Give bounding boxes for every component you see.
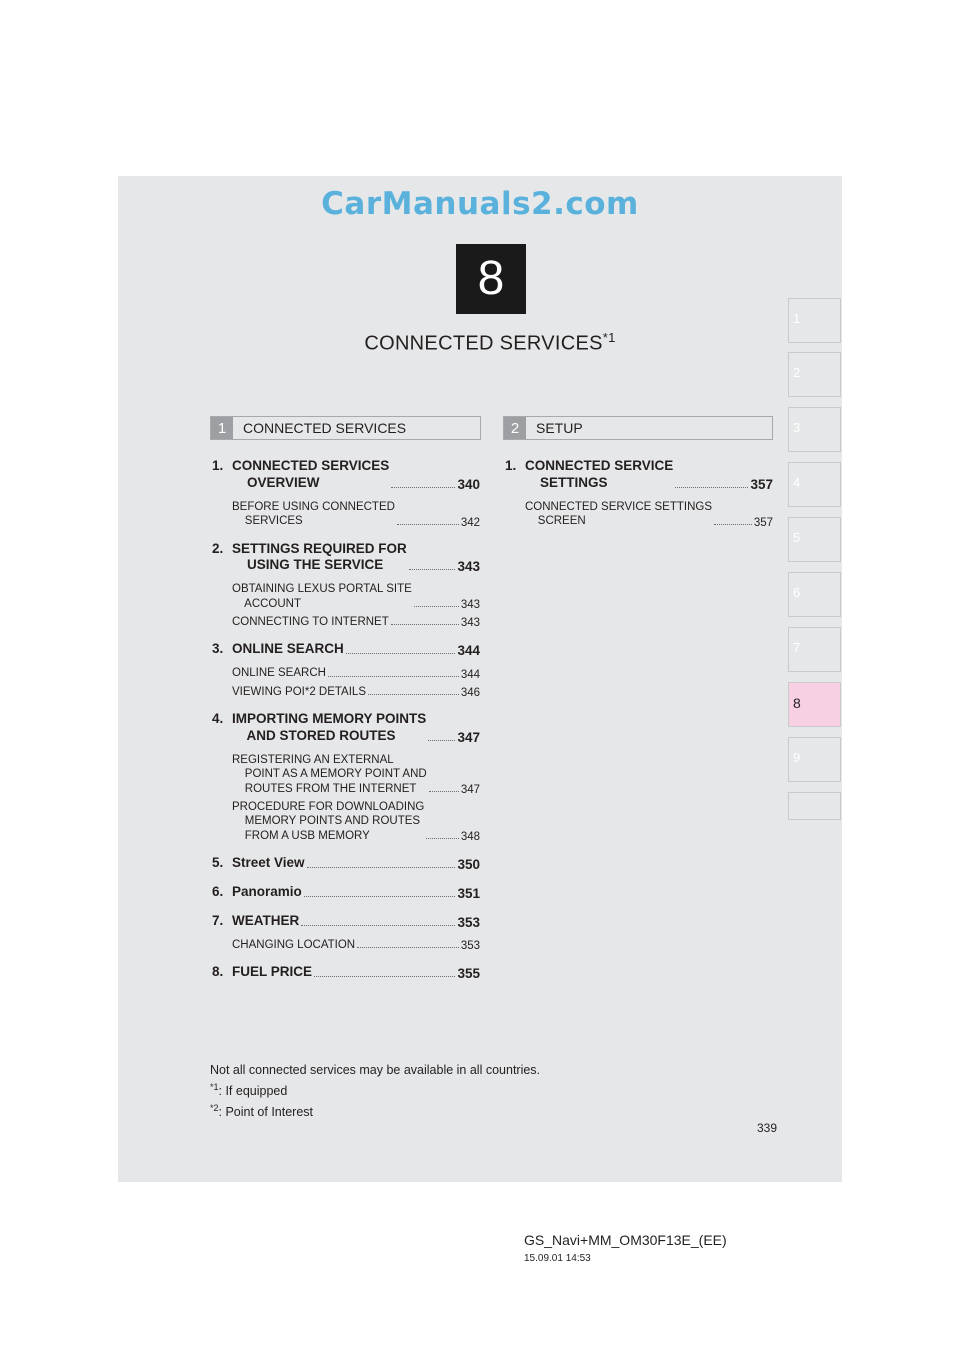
footnote-1: [210, 1079, 540, 1100]
toc-page-number: 347: [460, 783, 480, 796]
section-number: 1: [211, 417, 233, 439]
watermark-logo: CarManuals2.com: [321, 186, 639, 222]
toc-page-number: 357: [750, 476, 773, 492]
page-number: 339: [757, 1121, 778, 1135]
chapter-tab-2[interactable]: 2: [788, 352, 841, 397]
footnote-1-text: : If equipped: [218, 1084, 288, 1099]
toc-entry-label: CONNECTED SERVICE SETTINGS SCREEN: [525, 500, 713, 528]
toc-leader-dots: [301, 925, 455, 926]
toc-entry[interactable]: [212, 641, 480, 658]
toc-column-connected-services: [212, 458, 480, 981]
chapter-tab-3[interactable]: 3: [788, 407, 841, 452]
toc-page-number: 357: [753, 516, 773, 529]
toc-leader-dots: [428, 740, 455, 741]
chapter-tab-1[interactable]: 1: [788, 298, 841, 343]
toc-entry-label: VIEWING POI*2 DETAILS: [232, 685, 366, 698]
toc-subentry[interactable]: [212, 938, 480, 952]
toc-page-number: 343: [460, 617, 480, 630]
toc-page-number: 351: [457, 885, 480, 901]
toc-leader-dots: [314, 976, 455, 977]
toc-page-number: 344: [460, 668, 480, 681]
section-title: SETUP: [536, 420, 583, 436]
toc-entry-label: REGISTERING AN EXTERNAL POINT AS A MEMORY POINT AND ROUTES FROM THE INTERNET: [232, 753, 427, 795]
toc-leader-dots: [304, 896, 456, 897]
toc-leader-dots: [346, 653, 456, 654]
toc-entry-label: CHANGING LOCATION: [232, 938, 356, 951]
toc-entry-label: ONLINE SEARCH: [232, 667, 326, 680]
toc-entry-number: 1.: [212, 458, 224, 473]
chapter-tab-9[interactable]: 9: [788, 737, 841, 782]
toc-leader-dots: [414, 606, 459, 607]
toc-entry-number: 7.: [212, 912, 224, 928]
toc-leader-dots: [357, 947, 459, 948]
toc-page-number: 346: [460, 687, 480, 699]
toc-leader-dots: [397, 524, 459, 525]
toc-entry-label: FUEL PRICE: [232, 964, 313, 979]
footnotes: [210, 1062, 540, 1121]
toc-leader-dots: [368, 694, 459, 695]
footnote-2-text: : Point of Interest: [218, 1105, 314, 1120]
chapter-tab-6[interactable]: 6: [788, 572, 841, 617]
toc-page-number: 353: [460, 940, 480, 952]
toc-leader-dots: [391, 487, 455, 488]
toc-entry-label: ONLINE SEARCH: [232, 641, 344, 657]
toc-page-number: 340: [457, 476, 480, 492]
toc-page-number: 350: [457, 856, 480, 872]
toc-leader-dots: [409, 569, 456, 570]
toc-subentry[interactable]: [212, 666, 480, 680]
footnote-availability: Not all connected services may be available in all countries.: [210, 1063, 541, 1077]
toc-entry-label: PROCEDURE FOR DOWNLOADING MEMORY POINTS AND ROUTES FROM A USB MEMORY: [232, 800, 425, 842]
chapter-tab-blank[interactable]: [788, 792, 841, 820]
section-number: 2: [504, 417, 526, 439]
toc-entry-number: 8.: [212, 964, 224, 979]
document-date: 15.09.01 14:53: [524, 1253, 591, 1264]
toc-entry-label: IMPORTING MEMORY POINTS AND STORED ROUTES: [232, 711, 427, 743]
toc-entry[interactable]: [212, 884, 480, 901]
toc-leader-dots: [429, 791, 459, 792]
toc-subentry[interactable]: [212, 500, 480, 529]
toc-entry-label: BEFORE USING CONNECTED SERVICES: [232, 500, 395, 528]
toc-leader-dots: [328, 676, 459, 677]
chapter-title-footnote-mark: *1: [602, 330, 616, 345]
toc-entry-number: 6.: [212, 883, 224, 899]
toc-subentry[interactable]: [212, 582, 480, 611]
toc-entry-label: CONNECTED SERVICES OVERVIEW: [232, 458, 390, 490]
toc-entry-label: Street View: [232, 855, 305, 870]
toc-page-number: 343: [460, 599, 480, 611]
toc-leader-dots: [714, 524, 752, 525]
footnote-2: [210, 1100, 540, 1121]
toc-subentry[interactable]: [212, 615, 480, 629]
toc-page-number: 347: [457, 729, 480, 745]
toc-entry-number: 1.: [505, 458, 517, 473]
toc-entry[interactable]: [212, 855, 480, 872]
toc-page-number: 348: [460, 831, 480, 843]
section-header-connected-services: [210, 416, 481, 440]
toc-entry[interactable]: [212, 711, 480, 745]
toc-page-number: 343: [457, 559, 480, 575]
toc-entry-number: 2.: [212, 540, 224, 556]
toc-entry[interactable]: [212, 458, 480, 492]
toc-entry-number: 3.: [212, 641, 224, 657]
chapter-tab-7[interactable]: 7: [788, 627, 841, 672]
toc-leader-dots: [391, 624, 459, 625]
toc-entry[interactable]: [505, 458, 773, 492]
toc-entry-label: Panoramio: [232, 883, 302, 899]
toc-entry[interactable]: [212, 913, 480, 930]
toc-subentry[interactable]: [212, 685, 480, 699]
toc-entry[interactable]: [212, 964, 480, 981]
footnote-1-mark: *1: [210, 1082, 219, 1092]
toc-entry-label: CONNECTING TO INTERNET: [232, 616, 389, 628]
toc-page-number: 353: [457, 914, 480, 930]
toc-column-setup: [505, 458, 773, 529]
toc-entry[interactable]: [212, 541, 480, 575]
chapter-tab-8[interactable]: 8: [788, 682, 841, 727]
toc-leader-dots: [426, 838, 458, 839]
toc-leader-dots: [675, 487, 748, 488]
toc-subentry[interactable]: [212, 753, 480, 796]
toc-entry-label: SETTINGS REQUIRED FOR USING THE SERVICE: [232, 540, 407, 573]
toc-page-number: 355: [457, 965, 480, 981]
section-header-setup: [503, 416, 773, 440]
document-code: GS_Navi+MM_OM30F13E_(EE): [524, 1232, 727, 1248]
chapter-tab-4[interactable]: 4: [788, 462, 841, 507]
chapter-number-box: 8: [456, 244, 526, 314]
chapter-tab-5[interactable]: 5: [788, 517, 841, 562]
footnote-2-mark: *2: [210, 1103, 219, 1114]
toc-leader-dots: [307, 867, 456, 868]
toc-entry-label: OBTAINING LEXUS PORTAL SITE ACCOUNT: [232, 583, 412, 610]
toc-page-number: 344: [457, 643, 480, 659]
toc-entry-label: CONNECTED SERVICE SETTINGS: [525, 458, 674, 490]
section-title: CONNECTED SERVICES: [243, 420, 407, 436]
chapter-title-text: CONNECTED SERVICES: [364, 332, 603, 355]
toc-page-number: 342: [460, 516, 480, 529]
toc-entry-number: 5.: [212, 855, 224, 870]
toc-subentry[interactable]: [212, 800, 480, 843]
toc-entry-number: 4.: [212, 711, 224, 726]
toc-subentry[interactable]: [505, 500, 773, 529]
toc-entry-label: WEATHER: [232, 912, 300, 928]
